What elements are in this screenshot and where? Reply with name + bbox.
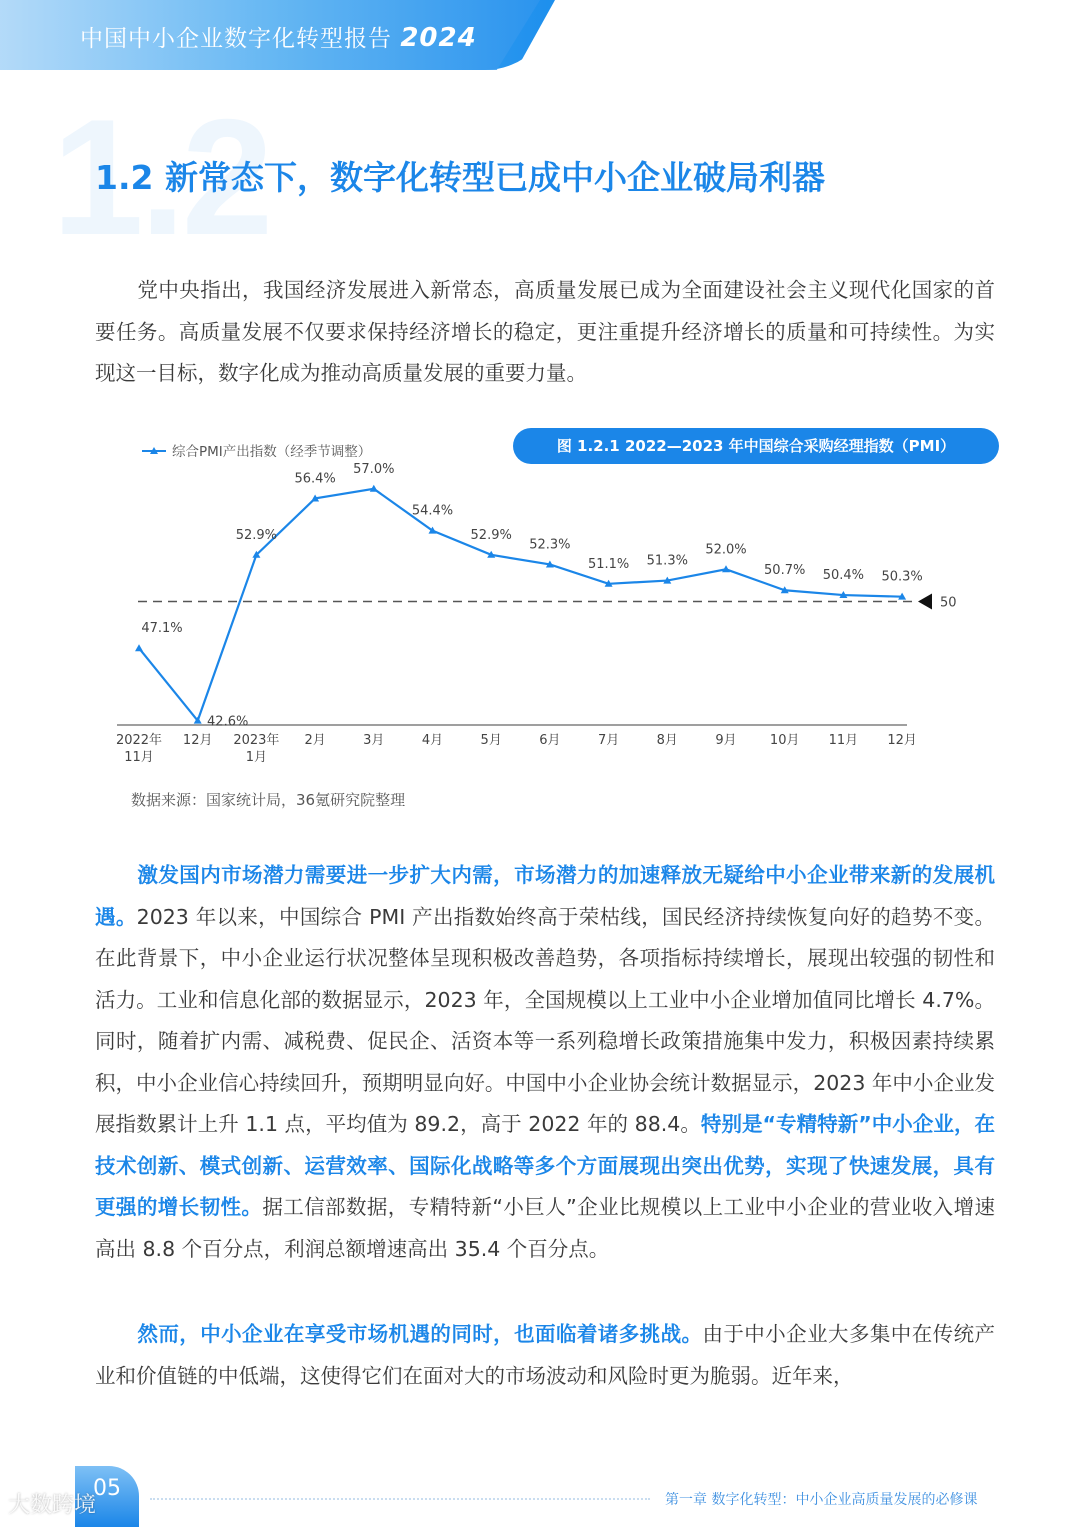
body-highlight-3: 然而，中小企业在享受市场机遇的同时，也面临着诸多挑战。 — [137, 1322, 703, 1346]
data-label: 57.0% — [353, 461, 395, 477]
data-point — [135, 644, 143, 651]
body-text-1: 2023 年以来，中国综合 PMI 产出指数始终高于荣枯线，国民经济持续恢复向好的趋势不变。在此背景下，中小企业运行状况整体呈现积极改善趋势，各项指标持续增长，展现出较强的韧性和活力。工业和信息化部的数据显示，2023 年，全国规模以上工业中小企业增加值同比增长 4.7%。同时，随着扩内需、减税费、促民企、活资本等一系列稳增长政策措施集中发力，积极因素持续累积，中小企业信心持续回升，预期明显向好。中国中小企业协会统计数据显示，2023 年中小企业发展指数累计上升 1.1 点，平均值为 89.2，高于 2022 年的 88.4。 — [95, 904, 995, 1136]
data-label: 42.6% — [207, 714, 249, 730]
figure-source: 数据来源：国家统计局，36氪研究院整理 — [131, 791, 406, 809]
report-title-text: 中国中小企业数字化转型报告 — [80, 26, 392, 52]
section-title: 1.2 新常态下，数字化转型已成中小企业破局利器 — [95, 158, 825, 197]
data-label: 52.0% — [705, 542, 747, 558]
data-label: 52.3% — [529, 537, 571, 553]
legend-label: 综合PMI产出指数（经季节调整） — [172, 444, 372, 460]
data-label: 50.4% — [822, 568, 865, 584]
reference-marker — [918, 594, 932, 610]
body-highlight-1: 激发国内市场潜力需要进一步扩大内需，市场潜力的加速释放无疑给中小企业带来新的发展机遇。 — [95, 863, 995, 929]
x-tick-label: 11月 — [828, 733, 859, 748]
intro-paragraph — [95, 270, 995, 395]
data-label: 56.4% — [294, 471, 336, 487]
data-label: 51.3% — [646, 553, 688, 569]
pmi-line-chart — [0, 430, 1080, 780]
source-watermark: 大数跨境 — [8, 1493, 97, 1518]
data-label: 52.9% — [235, 527, 278, 543]
reference-label: 50 — [940, 595, 957, 611]
x-tick-label: 3月 — [363, 733, 385, 748]
data-label: 50.7% — [764, 563, 806, 579]
data-label: 47.1% — [141, 621, 183, 637]
data-label: 50.3% — [881, 569, 923, 585]
report-year: 2024 — [400, 23, 477, 53]
footer-dotted-rule — [150, 1498, 650, 1500]
figure-title: 图 1.2.1 2022—2023 年中国综合采购经理指数（PMI） — [513, 428, 999, 464]
x-tick-label: 12月 — [182, 733, 213, 748]
chart-plot-area — [116, 462, 957, 765]
chart-legend — [142, 443, 371, 460]
x-tick-label: 1月 — [245, 750, 268, 765]
x-tick-label: 7月 — [597, 733, 620, 748]
x-tick-label: 8月 — [656, 733, 678, 748]
body-paragraph-1 — [95, 855, 995, 1270]
intro-text: 党中央指出，我国经济发展进入新常态，高质量发展已成为全面建设社会主义现代化国家的首要任务。高质量发展不仅要求保持经济增长的稳定，更注重提升经济增长的质量和可持续性。为实现这一目标，数字化成为推动高质量发展的重要力量。 — [95, 278, 995, 385]
x-tick-label: 10月 — [769, 733, 800, 748]
x-tick-label: 2022年 — [115, 733, 163, 748]
section-number-watermark: 1.2 — [52, 85, 270, 269]
x-tick-label: 2023年 — [233, 733, 280, 748]
series-line — [139, 489, 902, 721]
body-paragraph-2 — [95, 1314, 995, 1397]
data-label: 51.1% — [587, 556, 630, 572]
data-label: 52.9% — [470, 527, 512, 543]
x-tick-label: 5月 — [480, 733, 502, 748]
x-tick-label: 12月 — [887, 733, 917, 748]
data-label: 54.4% — [411, 503, 454, 519]
page-number: 05 — [75, 1466, 139, 1527]
body-text-2: 据工信部数据，专精特新“小巨人”企业比规模以上工业中小企业的营业收入增速高出 8.8 个百分点，利润总额增速高出 35.4 个百分点。 — [95, 1195, 995, 1261]
chapter-title: 第一章 数字化转型：中小企业高质量发展的必修课 — [665, 1492, 978, 1508]
x-tick-label: 6月 — [539, 733, 561, 748]
body-text-3: 由于中小企业大多集中在传统产业和价值链的中低端，这使得它们在面对大的市场波动和风险时更为脆弱。近年来， — [95, 1322, 996, 1388]
x-tick-label: 11月 — [124, 750, 154, 765]
x-tick-label: 4月 — [421, 733, 444, 748]
body-highlight-2: 特别是“专精特新”中小企业，在技术创新、模式创新、运营效率、国际化战略等多个方面展现出突出优势，实现了快速发展，具有更强的增长韧性。 — [95, 1112, 995, 1219]
report-title — [80, 20, 477, 53]
x-tick-label: 9月 — [715, 733, 737, 748]
x-tick-label: 2月 — [304, 733, 326, 748]
